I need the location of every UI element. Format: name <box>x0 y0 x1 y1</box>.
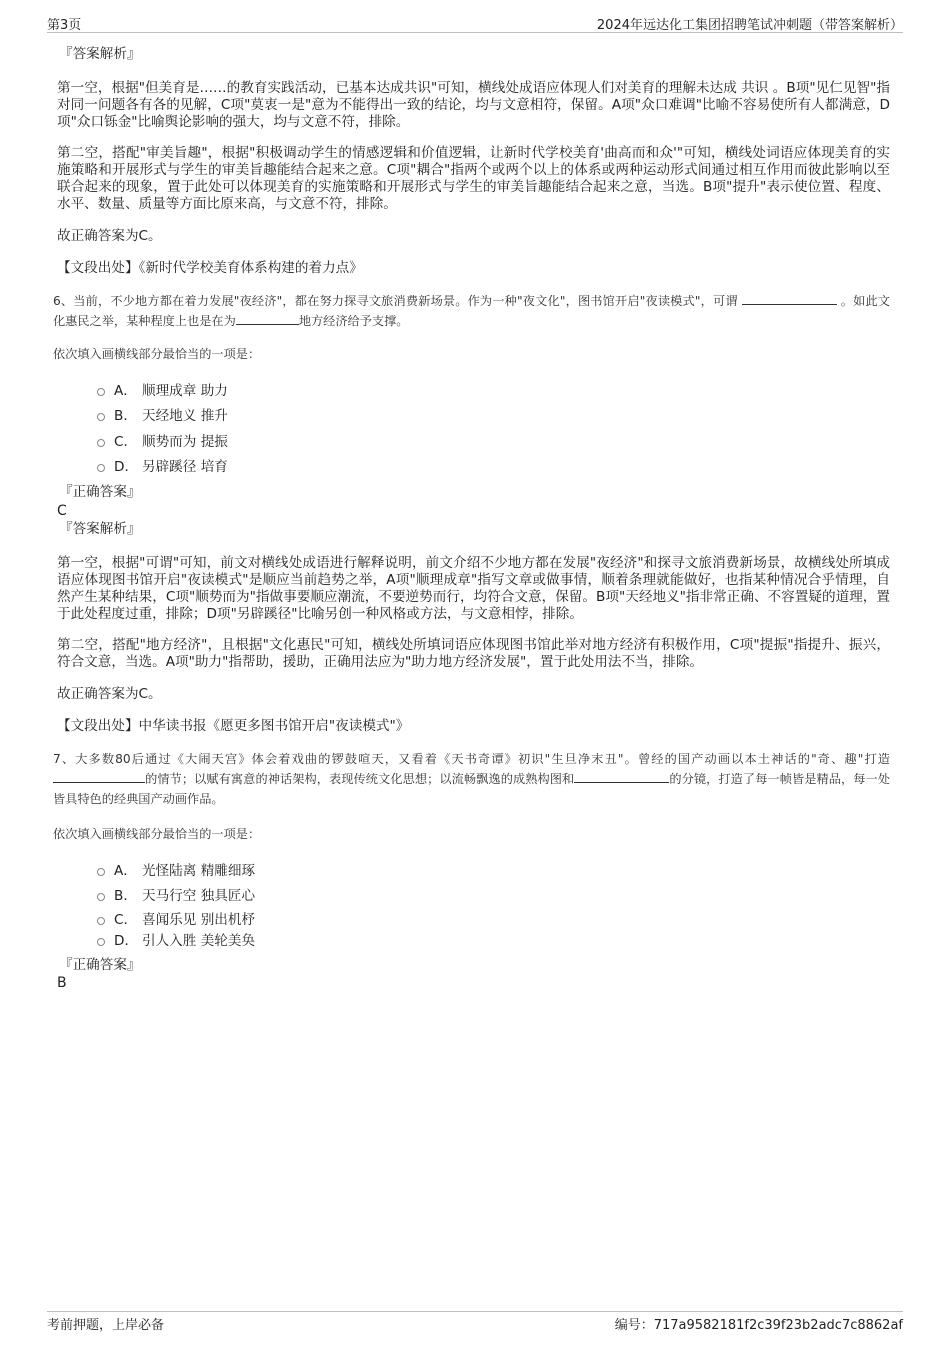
correct-answer: B <box>57 975 67 991</box>
page-number: 第3页 <box>47 18 82 33</box>
correct-answer: C <box>57 503 67 519</box>
option-b[interactable]: B． 天经地义 推升 <box>97 402 890 428</box>
radio-icon[interactable] <box>97 893 105 901</box>
analysis-conclusion: 故正确答案为C。 <box>57 228 162 244</box>
analysis-paragraph: 第一空，根据"但美育是……的教育实践活动，已基本达成共识"可知，横线处成语应体现人们对美育的理解未达成 共识 。B项"见仁见智"指对同一问题各有各的见解，C项"莫衷一是"意为不能得出一致的结论，均与文意相符，保留。A项"众口难调"比喻不容易使所有人都满意，D项"众口铄金"比喻舆论影响的强大，均与文意不符，排除。 <box>57 80 890 130</box>
option-a[interactable]: A． 顺理成章 助力 <box>97 376 890 402</box>
radio-icon[interactable] <box>97 917 105 925</box>
analysis-paragraph: 第二空，搭配"审美旨趣"，根据"积极调动学生的情感逻辑和价值逻辑，让新时代学校美育'曲高而和众'"可知，横线处词语应体现美育的实施策略和开展形式与学生的审美旨趣能结合起来之意。C项"耦合"指两个或两个以上的体系或两种运动形式间通过相互作用而彼此影响以至联合起来的现象，置于此处可以体现美育的实施策略和开展形式与学生的审美旨趣能结合起来之意，当选。B项"提升"表示使位置、程度、水平、数量、质量等方面比原来高，与文意不符，排除。 <box>57 145 890 212</box>
option-c[interactable]: C． 顺势而为 提振 <box>97 427 890 453</box>
analysis-paragraph: 第一空，根据"可谓"可知，前文对横线处成语进行解释说明，前文介绍不少地方都在发展"夜经济"和探寻文旅消费新场景，故横线处所填成语应体现图书馆开启"夜读模式"是顺应当前趋势之举，A项"顺理成章"指写文章或做事情，顺着条理就能做好，也指某种情况合乎情理，自然产生某种结果，C项"顺势而为"指做事要顺应潮流，不要逆势而行，均符合文意，保留。B项"天经地义"指非常正确、不容置疑的道理，置于此处程度过重，排除；D项"另辟蹊径"比喻另创一种风格或方法，与文意相悖，排除。 <box>57 555 890 622</box>
question-prompt: 依次填入画横线部分最恰当的一项是： <box>53 347 261 361</box>
footer-slogan: 考前押题，上岸必备 <box>47 1318 165 1333</box>
answer-blank <box>53 770 145 783</box>
correct-answer-label: 『正确答案』 <box>59 957 141 973</box>
answer-blank <box>742 292 837 305</box>
radio-icon[interactable] <box>97 868 105 876</box>
radio-icon[interactable] <box>97 439 105 447</box>
radio-icon[interactable] <box>97 388 105 396</box>
analysis-label: 『答案解析』 <box>59 521 141 537</box>
question-stem: 6、当前，不少地方都在着力发展"夜经济"，都在努力探寻文旅消费新场景。作为一种"夜文化"，图书馆开启"夜读模式"，可谓 。如此文化惠民之举，某种程度上也是在为 地方经济给予支撑。 <box>53 294 891 328</box>
option-list <box>57 856 890 949</box>
analysis-label: 『答案解析』 <box>59 46 141 62</box>
passage-source: 【文段出处】中华读书报《愿更多图书馆开启"夜读模式"》 <box>57 718 410 734</box>
option-d[interactable]: D． 另辟蹊径 培育 <box>97 453 890 479</box>
correct-answer-label: 『正确答案』 <box>59 484 141 500</box>
question-prompt: 依次填入画横线部分最恰当的一项是： <box>53 827 261 841</box>
option-a[interactable]: A． 光怪陆离 精雕细琢 <box>97 856 890 882</box>
answer-blank <box>574 770 669 783</box>
answer-blank <box>236 312 299 325</box>
analysis-paragraph: 第二空，搭配"地方经济"，且根据"文化惠民"可知，横线处所填词语应体现图书馆此举对地方经济有积极作用，C项"提振"指提升、振兴，符合文意，当选。A项"助力"指帮助，援助，正确用法应为"助力地方经济发展"，置于此处用法不当，排除。 <box>57 637 890 670</box>
option-list <box>57 376 890 478</box>
page-content <box>53 46 891 991</box>
option-b[interactable]: B． 天马行空 独具匠心 <box>97 882 890 908</box>
question-stem: 7、大多数80后通过《大闹天宫》体会着戏曲的锣鼓喧天，又看着《天书奇谭》初识"生旦净末丑"。曾经的国产动画以本土神话的"奇、趣"打造 的情节；以赋有寓意的神话架构，表现传统文化思想；以流畅飘逸的成熟构图和 的分镜，打造了每一帧皆是精品，每一处皆具特色的经典国产动画作品。 <box>53 752 891 806</box>
radio-icon[interactable] <box>97 464 105 472</box>
option-c[interactable]: C． 喜闻乐见 别出机杼 <box>97 907 890 928</box>
page-header <box>47 14 903 33</box>
passage-source: 【文段出处】《新时代学校美育体系构建的着力点》 <box>57 260 363 276</box>
page-footer <box>47 1311 903 1332</box>
radio-icon[interactable] <box>97 413 105 421</box>
document-title: 2024年远达化工集团招聘笔试冲刺题（带答案解析） <box>596 18 903 33</box>
option-d[interactable]: D． 引人入胜 美轮美奂 <box>97 928 890 949</box>
radio-icon[interactable] <box>97 938 105 946</box>
document-id: 编号：717a9582181f2c39f23b2adc7c8862af <box>614 1318 903 1333</box>
analysis-conclusion: 故正确答案为C。 <box>57 686 162 702</box>
